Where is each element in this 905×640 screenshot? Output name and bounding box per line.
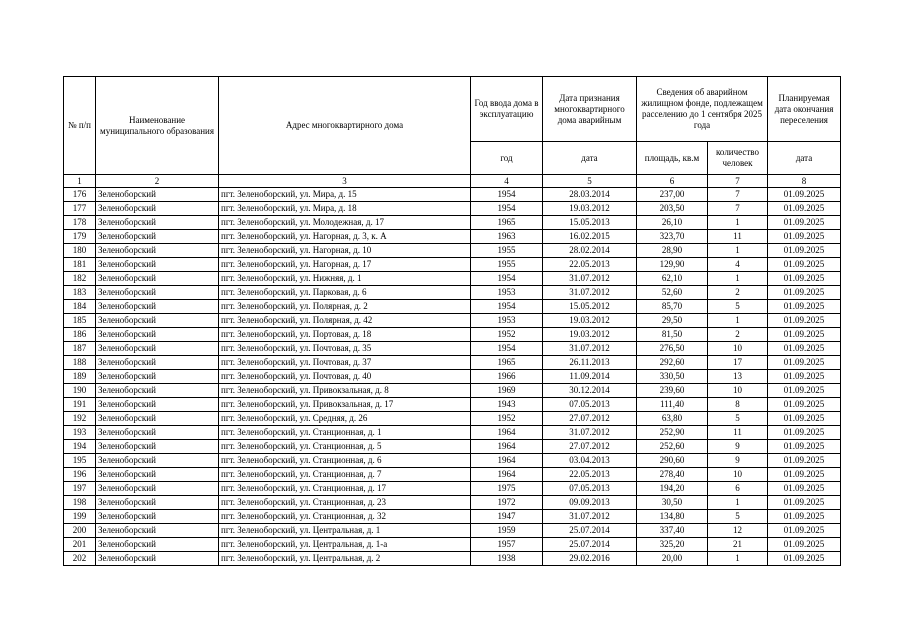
date-recognized-cell: 15.05.2013	[543, 216, 637, 230]
row-number: 178	[64, 216, 96, 230]
column-number: 6	[637, 175, 708, 188]
date-recognized-cell: 29.02.2016	[543, 552, 637, 566]
planned-date-cell: 01.09.2025	[768, 468, 841, 482]
table-row	[64, 440, 841, 454]
table-row	[64, 258, 841, 272]
table-row	[64, 468, 841, 482]
table-row	[64, 552, 841, 566]
address-cell: пгт. Зеленоборский, ул. Нагорная, д. 17	[219, 258, 471, 272]
address-cell: пгт. Зеленоборский, ул. Станционная, д. 1	[219, 426, 471, 440]
year-cell: 1964	[471, 468, 543, 482]
table-row	[64, 370, 841, 384]
municipality-cell: Зеленоборский	[96, 356, 219, 370]
column-number: 1	[64, 175, 96, 188]
area-cell: 52,60	[637, 286, 708, 300]
date-recognized-cell: 31.07.2012	[543, 286, 637, 300]
area-cell: 26,10	[637, 216, 708, 230]
date-recognized-cell: 07.05.2013	[543, 482, 637, 496]
date-recognized-cell: 16.02.2015	[543, 230, 637, 244]
year-cell: 1953	[471, 314, 543, 328]
row-number: 179	[64, 230, 96, 244]
column-number: 3	[219, 175, 471, 188]
planned-date-cell: 01.09.2025	[768, 524, 841, 538]
area-cell: 323,70	[637, 230, 708, 244]
table-row	[64, 538, 841, 552]
address-cell: пгт. Зеленоборский, ул. Почтовая, д. 37	[219, 356, 471, 370]
row-number: 191	[64, 398, 96, 412]
planned-date-cell: 01.09.2025	[768, 300, 841, 314]
year-cell: 1969	[471, 384, 543, 398]
people-cell: 21	[708, 538, 768, 552]
address-cell: пгт. Зеленоборский, ул. Мира, д. 15	[219, 188, 471, 202]
people-cell: 5	[708, 300, 768, 314]
address-cell: пгт. Зеленоборский, ул. Центральная, д. 1-а	[219, 538, 471, 552]
date-recognized-cell: 19.03.2012	[543, 202, 637, 216]
table-row	[64, 244, 841, 258]
planned-date-cell: 01.09.2025	[768, 216, 841, 230]
date-recognized-cell: 27.07.2012	[543, 412, 637, 426]
planned-date-cell: 01.09.2025	[768, 398, 841, 412]
table-row	[64, 356, 841, 370]
address-cell: пгт. Зеленоборский, ул. Станционная, д. 32	[219, 510, 471, 524]
municipality-cell: Зеленоборский	[96, 286, 219, 300]
municipality-cell: Зеленоборский	[96, 552, 219, 566]
area-cell: 239,60	[637, 384, 708, 398]
subheader-people: количество человек	[708, 142, 768, 175]
row-number: 192	[64, 412, 96, 426]
date-recognized-cell: 31.07.2012	[543, 342, 637, 356]
row-number: 176	[64, 188, 96, 202]
table-row	[64, 342, 841, 356]
subheader-date: дата	[543, 142, 637, 175]
year-cell: 1952	[471, 412, 543, 426]
planned-date-cell: 01.09.2025	[768, 412, 841, 426]
people-cell: 9	[708, 454, 768, 468]
people-cell: 2	[708, 286, 768, 300]
area-cell: 278,40	[637, 468, 708, 482]
municipality-cell: Зеленоборский	[96, 524, 219, 538]
people-cell: 6	[708, 482, 768, 496]
address-cell: пгт. Зеленоборский, ул. Средняя, д. 26	[219, 412, 471, 426]
area-cell: 29,50	[637, 314, 708, 328]
municipality-cell: Зеленоборский	[96, 538, 219, 552]
people-cell: 1	[708, 244, 768, 258]
table-row	[64, 272, 841, 286]
address-cell: пгт. Зеленоборский, ул. Станционная, д. 7	[219, 468, 471, 482]
planned-date-cell: 01.09.2025	[768, 230, 841, 244]
date-recognized-cell: 30.12.2014	[543, 384, 637, 398]
area-cell: 330,50	[637, 370, 708, 384]
people-cell: 1	[708, 314, 768, 328]
date-recognized-cell: 15.05.2012	[543, 300, 637, 314]
address-cell: пгт. Зеленоборский, ул. Портовая, д. 18	[219, 328, 471, 342]
area-cell: 85,70	[637, 300, 708, 314]
year-cell: 1963	[471, 230, 543, 244]
table-row	[64, 510, 841, 524]
table-row	[64, 482, 841, 496]
planned-date-cell: 01.09.2025	[768, 188, 841, 202]
address-cell: пгт. Зеленоборский, ул. Нагорная, д. 3, к. А	[219, 230, 471, 244]
address-cell: пгт. Зеленоборский, ул. Станционная, д. 5	[219, 440, 471, 454]
date-recognized-cell: 09.09.2013	[543, 496, 637, 510]
address-cell: пгт. Зеленоборский, ул. Станционная, д. 6	[219, 454, 471, 468]
date-recognized-cell: 25.07.2014	[543, 524, 637, 538]
table-row	[64, 398, 841, 412]
area-cell: 20,00	[637, 552, 708, 566]
people-cell: 2	[708, 328, 768, 342]
area-cell: 63,80	[637, 412, 708, 426]
address-cell: пгт. Зеленоборский, ул. Молодежная, д. 17	[219, 216, 471, 230]
municipality-cell: Зеленоборский	[96, 412, 219, 426]
people-cell: 17	[708, 356, 768, 370]
municipality-cell: Зеленоборский	[96, 230, 219, 244]
subheader-area: площадь, кв.м	[637, 142, 708, 175]
people-cell: 11	[708, 426, 768, 440]
row-number: 193	[64, 426, 96, 440]
area-cell: 325,20	[637, 538, 708, 552]
people-cell: 10	[708, 468, 768, 482]
table-row	[64, 216, 841, 230]
municipality-cell: Зеленоборский	[96, 328, 219, 342]
date-recognized-cell: 11.09.2014	[543, 370, 637, 384]
municipality-cell: Зеленоборский	[96, 510, 219, 524]
row-number: 201	[64, 538, 96, 552]
row-number: 187	[64, 342, 96, 356]
subheader-date2: дата	[768, 142, 841, 175]
row-number: 199	[64, 510, 96, 524]
address-cell: пгт. Зеленоборский, ул. Привокзальная, д. 17	[219, 398, 471, 412]
year-cell: 1947	[471, 510, 543, 524]
table-row	[64, 286, 841, 300]
row-number: 182	[64, 272, 96, 286]
planned-date-cell: 01.09.2025	[768, 384, 841, 398]
row-number: 188	[64, 356, 96, 370]
planned-date-cell: 01.09.2025	[768, 286, 841, 300]
year-cell: 1943	[471, 398, 543, 412]
municipality-cell: Зеленоборский	[96, 314, 219, 328]
municipality-cell: Зеленоборский	[96, 440, 219, 454]
area-cell: 111,40	[637, 398, 708, 412]
year-cell: 1954	[471, 202, 543, 216]
table-row	[64, 426, 841, 440]
planned-date-cell: 01.09.2025	[768, 314, 841, 328]
header-address: Адрес многоквартирного дома	[219, 77, 471, 175]
planned-date-cell: 01.09.2025	[768, 440, 841, 454]
column-number: 5	[543, 175, 637, 188]
date-recognized-cell: 19.03.2012	[543, 314, 637, 328]
date-recognized-cell: 28.02.2014	[543, 244, 637, 258]
planned-date-cell: 01.09.2025	[768, 356, 841, 370]
table-body	[64, 188, 841, 566]
people-cell: 5	[708, 510, 768, 524]
header-municipality: Наименование муниципального образования	[96, 77, 219, 175]
year-cell: 1965	[471, 356, 543, 370]
area-cell: 252,60	[637, 440, 708, 454]
year-cell: 1975	[471, 482, 543, 496]
column-number-row	[64, 175, 841, 188]
row-number: 190	[64, 384, 96, 398]
area-cell: 290,60	[637, 454, 708, 468]
municipality-cell: Зеленоборский	[96, 258, 219, 272]
row-number: 198	[64, 496, 96, 510]
municipality-cell: Зеленоборский	[96, 188, 219, 202]
column-number: 7	[708, 175, 768, 188]
date-recognized-cell: 25.07.2014	[543, 538, 637, 552]
column-number: 8	[768, 175, 841, 188]
row-number: 177	[64, 202, 96, 216]
people-cell: 1	[708, 216, 768, 230]
address-cell: пгт. Зеленоборский, ул. Нагорная, д. 10	[219, 244, 471, 258]
area-cell: 28,90	[637, 244, 708, 258]
header-year-commissioned: Год ввода дома в эксплуатацию	[471, 77, 543, 142]
year-cell: 1954	[471, 188, 543, 202]
table-header	[64, 77, 841, 188]
address-cell: пгт. Зеленоборский, ул. Мира, д. 18	[219, 202, 471, 216]
table-row	[64, 412, 841, 426]
people-cell: 12	[708, 524, 768, 538]
row-number: 195	[64, 454, 96, 468]
municipality-cell: Зеленоборский	[96, 244, 219, 258]
year-cell: 1965	[471, 216, 543, 230]
planned-date-cell: 01.09.2025	[768, 454, 841, 468]
row-number: 202	[64, 552, 96, 566]
row-number: 181	[64, 258, 96, 272]
row-number: 194	[64, 440, 96, 454]
header-num: № п/п	[64, 77, 96, 175]
municipality-cell: Зеленоборский	[96, 342, 219, 356]
date-recognized-cell: 03.04.2013	[543, 454, 637, 468]
municipality-cell: Зеленоборский	[96, 384, 219, 398]
area-cell: 237,00	[637, 188, 708, 202]
planned-date-cell: 01.09.2025	[768, 496, 841, 510]
date-recognized-cell: 31.07.2012	[543, 510, 637, 524]
planned-date-cell: 01.09.2025	[768, 202, 841, 216]
row-number: 185	[64, 314, 96, 328]
year-cell: 1954	[471, 300, 543, 314]
municipality-cell: Зеленоборский	[96, 272, 219, 286]
people-cell: 9	[708, 440, 768, 454]
address-cell: пгт. Зеленоборский, ул. Станционная, д. 17	[219, 482, 471, 496]
date-recognized-cell: 31.07.2012	[543, 426, 637, 440]
people-cell: 4	[708, 258, 768, 272]
people-cell: 7	[708, 188, 768, 202]
address-cell: пгт. Зеленоборский, ул. Почтовая, д. 35	[219, 342, 471, 356]
year-cell: 1952	[471, 328, 543, 342]
address-cell: пгт. Зеленоборский, ул. Центральная, д. 2	[219, 552, 471, 566]
row-number: 197	[64, 482, 96, 496]
row-number: 184	[64, 300, 96, 314]
row-number: 183	[64, 286, 96, 300]
area-cell: 292,60	[637, 356, 708, 370]
municipality-cell: Зеленоборский	[96, 202, 219, 216]
row-number: 186	[64, 328, 96, 342]
area-cell: 337,40	[637, 524, 708, 538]
table-row	[64, 524, 841, 538]
people-cell: 13	[708, 370, 768, 384]
row-number: 196	[64, 468, 96, 482]
year-cell: 1964	[471, 426, 543, 440]
planned-date-cell: 01.09.2025	[768, 272, 841, 286]
column-number: 2	[96, 175, 219, 188]
year-cell: 1964	[471, 440, 543, 454]
area-cell: 194,20	[637, 482, 708, 496]
municipality-cell: Зеленоборский	[96, 398, 219, 412]
year-cell: 1954	[471, 272, 543, 286]
people-cell: 5	[708, 412, 768, 426]
year-cell: 1954	[471, 342, 543, 356]
municipality-cell: Зеленоборский	[96, 454, 219, 468]
area-cell: 134,80	[637, 510, 708, 524]
date-recognized-cell: 07.05.2013	[543, 398, 637, 412]
row-number: 200	[64, 524, 96, 538]
row-number: 189	[64, 370, 96, 384]
people-cell: 1	[708, 552, 768, 566]
date-recognized-cell: 26.11.2013	[543, 356, 637, 370]
table-row	[64, 384, 841, 398]
area-cell: 30,50	[637, 496, 708, 510]
municipality-cell: Зеленоборский	[96, 468, 219, 482]
resettlement-table	[63, 76, 841, 566]
table-row	[64, 496, 841, 510]
table-row	[64, 328, 841, 342]
planned-date-cell: 01.09.2025	[768, 258, 841, 272]
planned-date-cell: 01.09.2025	[768, 426, 841, 440]
date-recognized-cell: 22.05.2013	[543, 258, 637, 272]
column-number: 4	[471, 175, 543, 188]
table-row	[64, 314, 841, 328]
table-row	[64, 202, 841, 216]
year-cell: 1955	[471, 244, 543, 258]
address-cell: пгт. Зеленоборский, ул. Полярная, д. 42	[219, 314, 471, 328]
address-cell: пгт. Зеленоборский, ул. Центральная, д. 1	[219, 524, 471, 538]
planned-date-cell: 01.09.2025	[768, 552, 841, 566]
people-cell: 10	[708, 384, 768, 398]
date-recognized-cell: 22.05.2013	[543, 468, 637, 482]
people-cell: 1	[708, 496, 768, 510]
municipality-cell: Зеленоборский	[96, 482, 219, 496]
area-cell: 203,50	[637, 202, 708, 216]
people-cell: 11	[708, 230, 768, 244]
table-row	[64, 230, 841, 244]
year-cell: 1953	[471, 286, 543, 300]
address-cell: пгт. Зеленоборский, ул. Почтовая, д. 40	[219, 370, 471, 384]
municipality-cell: Зеленоборский	[96, 426, 219, 440]
area-cell: 129,90	[637, 258, 708, 272]
date-recognized-cell: 27.07.2012	[543, 440, 637, 454]
date-recognized-cell: 19.03.2012	[543, 328, 637, 342]
subheader-year: год	[471, 142, 543, 175]
municipality-cell: Зеленоборский	[96, 216, 219, 230]
year-cell: 1964	[471, 454, 543, 468]
area-cell: 276,50	[637, 342, 708, 356]
people-cell: 8	[708, 398, 768, 412]
year-cell: 1959	[471, 524, 543, 538]
table-row	[64, 454, 841, 468]
area-cell: 81,50	[637, 328, 708, 342]
planned-date-cell: 01.09.2025	[768, 538, 841, 552]
planned-date-cell: 01.09.2025	[768, 482, 841, 496]
year-cell: 1966	[471, 370, 543, 384]
address-cell: пгт. Зеленоборский, ул. Станционная, д. 23	[219, 496, 471, 510]
year-cell: 1955	[471, 258, 543, 272]
people-cell: 10	[708, 342, 768, 356]
address-cell: пгт. Зеленоборский, ул. Полярная, д. 2	[219, 300, 471, 314]
area-cell: 252,90	[637, 426, 708, 440]
year-cell: 1938	[471, 552, 543, 566]
planned-date-cell: 01.09.2025	[768, 510, 841, 524]
row-number: 180	[64, 244, 96, 258]
municipality-cell: Зеленоборский	[96, 300, 219, 314]
header-info-group: Сведения об аварийном жилищном фонде, подлежащем расселению до 1 сентября 2025 года	[637, 77, 768, 142]
area-cell: 62,10	[637, 272, 708, 286]
date-recognized-cell: 28.03.2014	[543, 188, 637, 202]
year-cell: 1972	[471, 496, 543, 510]
table-row	[64, 300, 841, 314]
date-recognized-cell: 31.07.2012	[543, 272, 637, 286]
municipality-cell: Зеленоборский	[96, 370, 219, 384]
people-cell: 7	[708, 202, 768, 216]
municipality-cell: Зеленоборский	[96, 496, 219, 510]
table-row	[64, 188, 841, 202]
people-cell: 1	[708, 272, 768, 286]
planned-date-cell: 01.09.2025	[768, 244, 841, 258]
planned-date-cell: 01.09.2025	[768, 342, 841, 356]
header-date-recognized: Дата признания многоквартирного дома аварийным	[543, 77, 637, 142]
address-cell: пгт. Зеленоборский, ул. Привокзальная, д. 8	[219, 384, 471, 398]
header-planned-end: Планируемая дата окончания переселения	[768, 77, 841, 142]
address-cell: пгт. Зеленоборский, ул. Парковая, д. 6	[219, 286, 471, 300]
year-cell: 1957	[471, 538, 543, 552]
planned-date-cell: 01.09.2025	[768, 370, 841, 384]
address-cell: пгт. Зеленоборский, ул. Нижняя, д. 1	[219, 272, 471, 286]
planned-date-cell: 01.09.2025	[768, 328, 841, 342]
